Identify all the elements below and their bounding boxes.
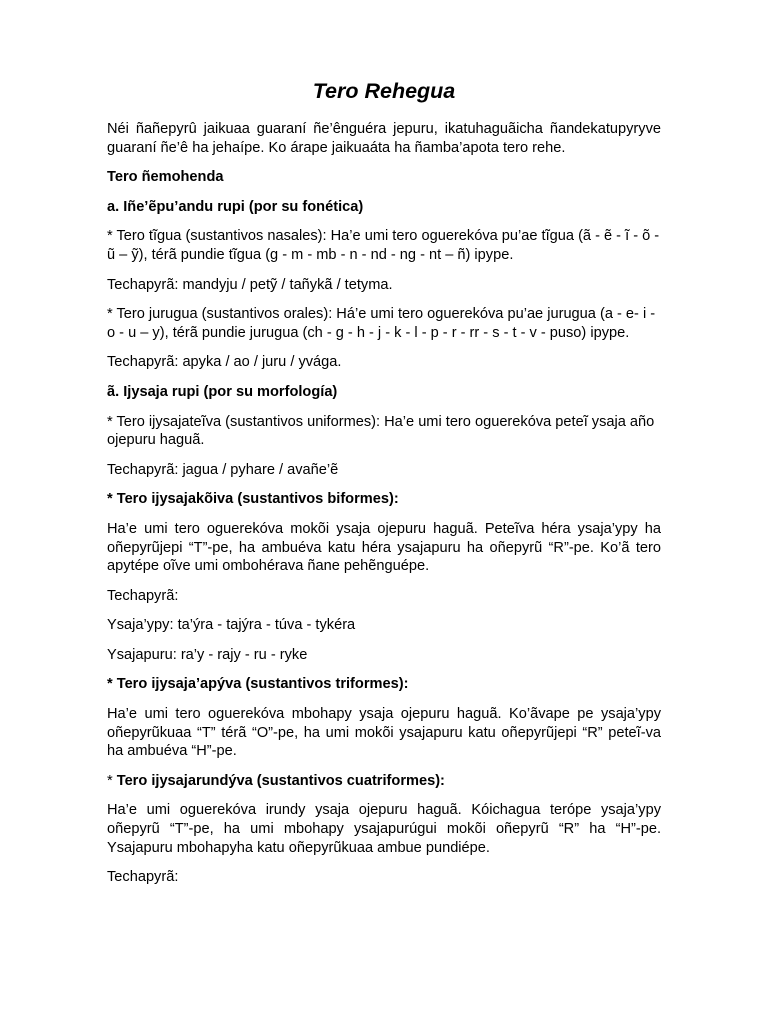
nasal-asterisk: * [107,228,117,245]
document-title: Tero Rehegua [312,79,456,103]
uniform-examples: Techapyrã: jagua / pyhare / avañe’ẽ [107,461,339,478]
nasal-examples: Techapyrã: mandyju / petỹ / tañykã / tetyma. [107,276,393,293]
nasal-nouns-text: Tero tĩgua (sustantivos nasales): Ha’e umi tero oguerekóva pu’ae tĩgua (ã - ẽ - ĩ - õ - ũ – ỹ), térã pundie tĩgua (g - m - mb - n - nd - ng - nt – ñ) ipype. [107,228,660,263]
biform-paragraph: Ha’e umi tero oguerekóva mokõi ysaja ojepuru haguã. Peteĩva héra ysaja’ypy ha oñepyrũjepi “T”-pe, ha ambuéva katu héra ysajapuru ha oñepyrũ “R”-pe. Ko’ã tero apytépe oĩve umi ombohérava ñane pehẽnguépe. [107,520,661,575]
quadriform-examples-label: Techapyrã: [107,869,179,886]
oral-examples: Techapyrã: apyka / ao / juru / yvága. [107,354,342,371]
document-page [107,78,661,898]
part-b-heading: ã. Ijysaja rupi (por su morfología) [107,383,338,400]
quadriform-asterisk: * [107,772,117,789]
nasal-nouns-paragraph [107,227,661,264]
triform-paragraph: Ha’e umi tero oguerekóva mbohapy ysaja ojepuru haguã. Ko’ãvape pe ysaja’ypy oñepyrũkuaa “T” térã “O”-pe, ha umi mokõi ysajapuru katu oñepyrũjepi “R” peteĩ-va ha ambuéva “H”-pe. [107,706,661,760]
part-a-heading: a. Iñe’ẽpu’andu rupi (por su fonética) [107,198,364,215]
oral-asterisk: * [107,306,117,323]
quadriform-heading-line [107,772,661,791]
biform-heading: * Tero ijysajakõiva (sustantivos biformes): [107,491,399,508]
triform-heading: * Tero ijysaja’apýva (sustantivos triformes): [107,676,409,693]
biform-ysajapuru-line: Ysajapuru: ra’y - rajy - ru - ryke [107,646,308,663]
biform-ysajaypy-line: Ysaja’ypy: ta’ýra - tajýra - túva - tykéra [107,617,356,634]
quadriform-paragraph: Ha’e umi oguerekóva irundy ysaja ojepuru haguã. Kóichagua terópe ysaja’ypy oñepyrũ “T”-pe, ha umi mbohapy ysajapurúgui mokõi oñepyrũ “R” ha “H”-pe. Ysajapuru mbohapyha katu oñepyrũkuaa ambue pundiépe. [107,802,661,856]
uniform-nouns-paragraph: * Tero ijysajateĩva (sustantivos uniformes): Ha’e umi tero oguerekóva peteĩ ysaja año ojepuru haguã. [107,413,655,449]
oral-nouns-text: Tero jurugua (sustantivos orales): Há’e umi tero oguerekóva pu’ae jurugua (a - e- i - o - u – y), térã pundie jurugua (ch - g - h - j - k - l - p - r - rr - s - t - v - puso) ipype. [107,306,656,341]
section-heading: Tero ñemohenda [107,169,224,186]
biform-examples-label: Techapyrã: [107,587,179,604]
intro-paragraph: Néi ñañepyrû jaikuaa guaraní ñe’ênguéra jepuru, ikatuhaguãicha ñandekatupyryve guaraní ñe’ê ha jehaípe. Ko árape jaikuaáta ha ñamba’apota tero rehe. [107,121,661,156]
quadriform-heading: Tero ijysajarundýva (sustantivos cuatriformes): [116,772,445,789]
oral-nouns-paragraph [107,305,661,342]
